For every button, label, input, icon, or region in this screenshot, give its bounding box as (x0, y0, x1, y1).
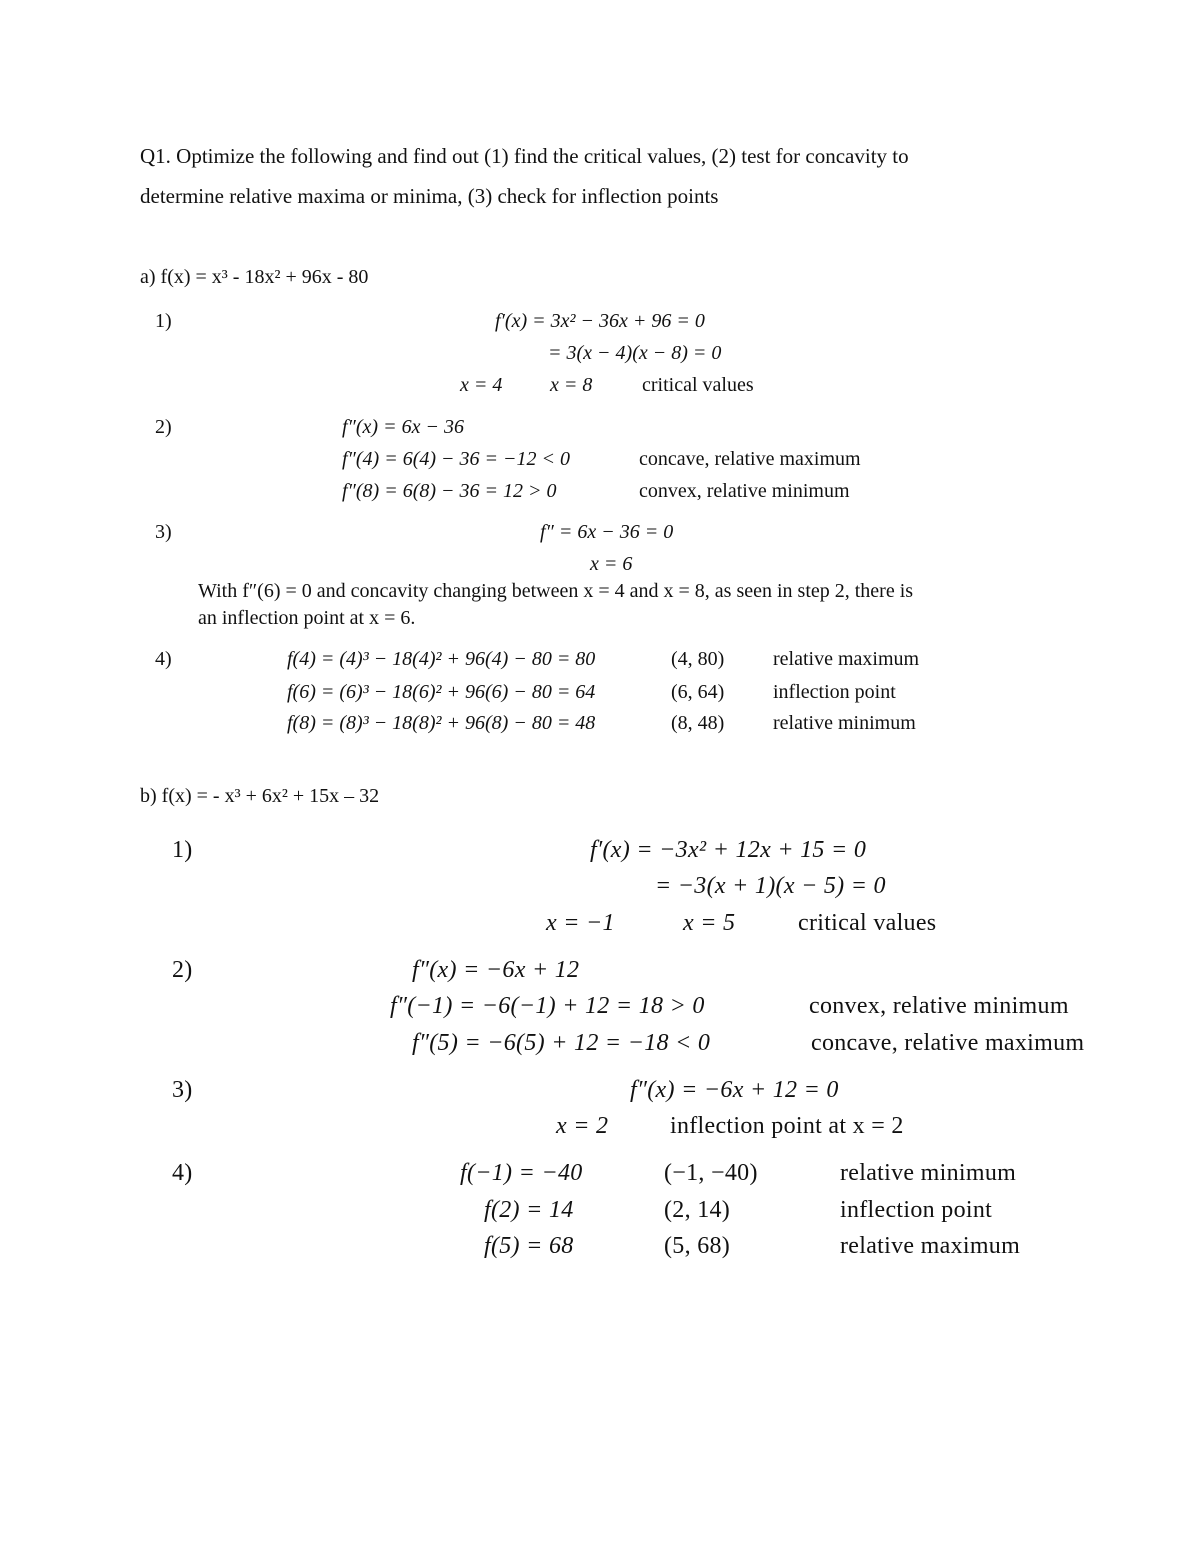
b-step4-row-point: (5, 68) (664, 1233, 731, 1259)
a-step2-eq2: f″(4) = 6(4) − 36 = −12 < 0 (342, 448, 571, 470)
b-step4-row-eq: f(2) = 14 (484, 1197, 574, 1223)
a-step3-eq2: x = 6 (590, 553, 633, 575)
b-step3-eq1: f″(x) = −6x + 12 = 0 (630, 1077, 839, 1103)
a-step2-label: 2) (155, 416, 172, 438)
part-a-heading: a) f(x) = x³ - 18x² + 96x - 80 (140, 266, 369, 288)
b-step4-row-note: relative maximum (840, 1233, 1021, 1259)
b-step4-row-note: inflection point (840, 1197, 993, 1223)
b-step3-note: inflection point at x = 2 (670, 1113, 904, 1139)
part-b-heading: b) f(x) = - x³ + 6x² + 15x – 32 (140, 785, 380, 807)
a-step3-eq1: f″ = 6x − 36 = 0 (540, 521, 674, 543)
b-step2-note2: convex, relative minimum (809, 993, 1069, 1019)
b-step2-note3: concave, relative maximum (811, 1030, 1085, 1056)
a-step4-row-note: relative maximum (773, 648, 920, 670)
b-step4-row-note: relative minimum (840, 1160, 1017, 1186)
b-step4-label: 4) (172, 1160, 193, 1186)
a-step1-eq1: f′(x) = 3x² − 36x + 96 = 0 (495, 310, 705, 332)
a-step1-note: critical values (642, 374, 754, 396)
a-step1-x2: x = 8 (550, 374, 593, 396)
a-step1-x1: x = 4 (460, 374, 503, 396)
a-step3-text2: an inflection point at x = 6. (198, 607, 416, 629)
b-step3-label: 3) (172, 1077, 193, 1103)
b-step4-row-point: (−1, −40) (664, 1160, 758, 1186)
a-step2-note3: convex, relative minimum (639, 480, 850, 502)
b-step4-row-eq: f(5) = 68 (484, 1233, 574, 1259)
a-step4-row-eq: f(8) = (8)³ − 18(8)² + 96(8) − 80 = 48 (287, 712, 596, 734)
question-line-1: Q1. Optimize the following and find out (1) find the critical values, (2) test for concavity to (140, 144, 909, 168)
b-step2-eq2: f″(−1) = −6(−1) + 12 = 18 > 0 (390, 993, 705, 1019)
question-line-2: determine relative maxima or minima, (3) check for inflection points (140, 184, 719, 208)
b-step1-eq2: = −3(x + 1)(x − 5) = 0 (655, 873, 886, 899)
a-step4-row-point: (8, 48) (671, 712, 725, 734)
a-step4-row-note: relative minimum (773, 712, 916, 734)
a-step4-row-note: inflection point (773, 681, 896, 703)
b-step2-eq3: f″(5) = −6(5) + 12 = −18 < 0 (412, 1030, 711, 1056)
b-step1-label: 1) (172, 837, 193, 863)
a-step3-label: 3) (155, 521, 172, 543)
b-step1-x1: x = −1 (546, 910, 615, 936)
a-step4-row-eq: f(4) = (4)³ − 18(4)² + 96(4) − 80 = 80 (287, 648, 596, 670)
a-step4-row-point: (4, 80) (671, 648, 725, 670)
b-step2-eq1: f″(x) = −6x + 12 (412, 957, 580, 983)
a-step2-eq1: f″(x) = 6x − 36 (342, 416, 464, 438)
a-step1-eq2: = 3(x − 4)(x − 8) = 0 (548, 342, 722, 364)
b-step3-x: x = 2 (556, 1113, 609, 1139)
a-step4-label: 4) (155, 648, 172, 670)
b-step1-eq1: f′(x) = −3x² + 12x + 15 = 0 (590, 837, 867, 863)
a-step2-eq3: f″(8) = 6(8) − 36 = 12 > 0 (342, 480, 557, 502)
b-step2-label: 2) (172, 957, 193, 983)
a-step1-label: 1) (155, 310, 172, 332)
b-step1-note: critical values (798, 910, 937, 936)
a-step4-row-eq: f(6) = (6)³ − 18(6)² + 96(6) − 80 = 64 (287, 681, 596, 703)
b-step1-x2: x = 5 (683, 910, 736, 936)
b-step4-row-eq: f(−1) = −40 (460, 1160, 583, 1186)
a-step2-note2: concave, relative maximum (639, 448, 861, 470)
a-step3-text1: With f″(6) = 0 and concavity changing between x = 4 and x = 8, as seen in step 2, there is (198, 580, 914, 602)
b-step4-row-point: (2, 14) (664, 1197, 731, 1223)
a-step4-row-point: (6, 64) (671, 681, 725, 703)
